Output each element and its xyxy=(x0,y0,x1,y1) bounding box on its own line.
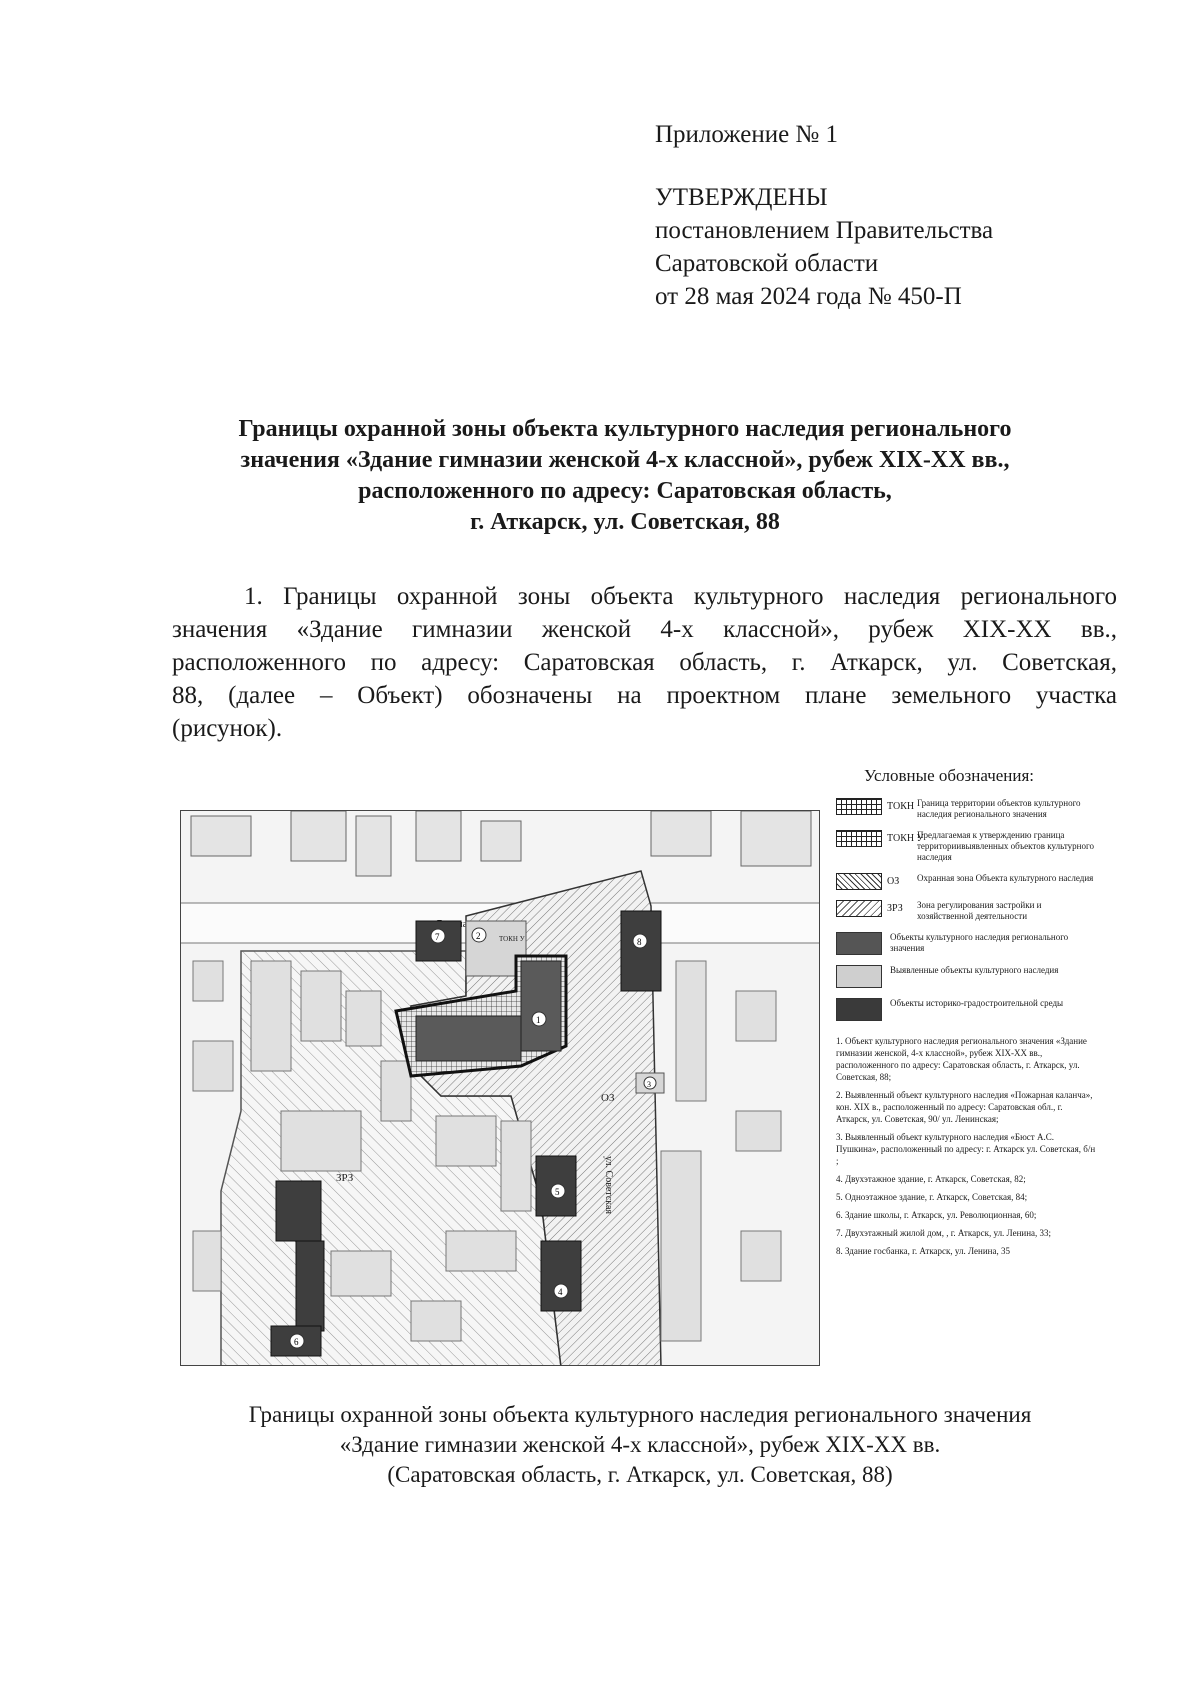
legend-title: Условные обозначения: xyxy=(864,766,1035,785)
light-fill-swatch-icon xyxy=(836,965,882,988)
zrz-zone-label: ЗРЗ xyxy=(336,1172,354,1184)
approval-line-3: от 28 мая 2024 года № 450-П xyxy=(655,283,962,310)
marker-8-label: 8 xyxy=(637,937,642,947)
document-title xyxy=(150,414,1100,538)
legend-text: Объекты культурного наследия регионального значения xyxy=(890,932,1069,953)
legend-code: ТОКН У xyxy=(887,833,924,844)
dark-fill-swatch-icon xyxy=(836,932,882,955)
legend xyxy=(836,798,1096,1263)
paragraph-line-5: (рисунок). xyxy=(172,715,283,742)
title-line-1: Границы охранной зоны объекта культурного наследия регионального xyxy=(238,416,1012,442)
legend-notes xyxy=(836,1035,1096,1257)
legend-note: 6. Здание школы, г. Аткарск, ул. Революционная, 60; xyxy=(836,1210,1037,1220)
tokn-u-label: ТОКН У xyxy=(499,935,525,943)
legend-note: 7. Двухэтажный жилой дом, , г. Аткарск, ул. Ленина, 33; xyxy=(836,1228,1052,1238)
title-line-3: расположенного по адресу: Саратовская область, xyxy=(358,478,892,504)
caption-line-1: Границы охранной зоны объекта культурного наследия регионального значения xyxy=(248,1402,1032,1427)
paragraph-line-2: значения «Здание гимназии женской 4-х классной», рубеж XIX-XX вв., xyxy=(172,616,1117,643)
legend-item-historic-environment xyxy=(836,998,1096,1021)
legend-text: Объекты историко-градостроительной среды xyxy=(890,998,1064,1008)
grid-swatch-icon xyxy=(836,798,882,815)
marker-5-label: 5 xyxy=(555,1187,560,1197)
paragraph-line-3: расположенного по адресу: Саратовская область, г. Аткарск, ул. Советская, xyxy=(172,649,1117,676)
darkest-fill-swatch-icon xyxy=(836,998,882,1021)
oz-zone-label: ОЗ xyxy=(601,1092,615,1104)
legend-text: Граница территории объектов культурного наследия регионального значения xyxy=(917,798,1081,819)
figure-caption xyxy=(180,1400,1100,1490)
hatch-swatch-icon xyxy=(836,900,882,917)
legend-note: 4. Двухэтажное здание, г. Аткарск, Советская, 82; xyxy=(836,1174,1026,1184)
appendix-number: Приложение № 1 xyxy=(655,121,839,148)
legend-item-identified-heritage xyxy=(836,965,1096,988)
hatch-swatch-icon xyxy=(836,873,882,890)
approval-line-2: Саратовской области xyxy=(655,250,879,277)
legend-text: Выявленные объекты культурного наследия xyxy=(890,965,1059,975)
site-plan-map xyxy=(180,810,820,1366)
marker-7-label: 7 xyxy=(435,932,440,942)
marker-3-label: 3 xyxy=(647,1080,651,1089)
legend-note: 5. Одноэтажное здание, г. Аткарск, Советская, 84; xyxy=(836,1192,1028,1202)
title-line-4: г. Аткарск, ул. Советская, 88 xyxy=(470,509,780,535)
legend-code: ЗРЗ xyxy=(887,903,903,914)
paragraph-line-1: 1. Границы охранной зоны объекта культурного наследия регионального xyxy=(244,583,1117,610)
street-sovetskaya-label: ул. Советская xyxy=(603,1156,614,1214)
legend-item-regional-heritage xyxy=(836,932,1096,955)
site-plan-drawing xyxy=(181,811,820,1366)
legend-note: 8. Здание госбанка, г. Аткарск, ул. Ленина, 35 xyxy=(836,1246,1010,1256)
body-paragraph xyxy=(172,580,1117,745)
legend-code: ТОКН xyxy=(887,801,915,812)
paragraph-line-4: 88, (далее – Объект) обозначены на проектном плане земельного участка xyxy=(172,682,1117,709)
grid-swatch-icon xyxy=(836,830,882,847)
legend-note: 1. Объект культурного наследия регионального значения «Здание гимназии женской, 4-х классной», рубеж XIX-XX вв., расположенного по адресу: Саратовская область, г. Аткарск, ул. Советская, 88; xyxy=(836,1036,1087,1082)
legend-text: Зона регулирования застройки и хозяйственной деятельности xyxy=(917,900,1042,921)
marker-6-label: 6 xyxy=(294,1337,299,1347)
legend-text: Предлагаемая к утверждению граница территориивыявленных объектов культурного наследия xyxy=(917,830,1094,862)
legend-text: Охранная зона Объекта культурного наследия xyxy=(917,873,1094,883)
legend-note: 3. Выявленный объект культурного наследия «Бюст А.С. Пушкина», расположенный по адресу: г. Аткарск ул. Советская, б/н ; xyxy=(836,1132,1096,1166)
approved-heading: УТВЕРЖДЕНЫ xyxy=(655,184,828,211)
caption-line-2: «Здание гимназии женской 4-х классной», рубеж XIX-XX вв. xyxy=(339,1432,941,1457)
approval-block xyxy=(655,118,1075,313)
legend-note: 2. Выявленный объект культурного наследия «Пожарная каланча», кон. XIX в., расположенный по адресу: Саратовская обл., г. Аткарск, ул. Советская, 90/ ул. Ленинская; xyxy=(836,1090,1093,1124)
marker-4-label: 4 xyxy=(558,1287,563,1297)
marker-2-label: 2 xyxy=(476,931,481,941)
title-line-2: значения «Здание гимназии женской 4-х классной», рубеж XIX-XX вв., xyxy=(240,447,1010,473)
approval-line-1: постановлением Правительства xyxy=(655,217,994,244)
legend-item-zrz xyxy=(836,900,1096,922)
legend-code: ОЗ xyxy=(887,876,900,887)
marker-1-label: 1 xyxy=(536,1015,541,1025)
legend-item-oz xyxy=(836,873,1096,890)
caption-line-3: (Саратовская область, г. Аткарск, ул. Советская, 88) xyxy=(387,1462,893,1487)
legend-item-tokn xyxy=(836,798,1096,820)
legend-item-tokn-u xyxy=(836,830,1096,863)
